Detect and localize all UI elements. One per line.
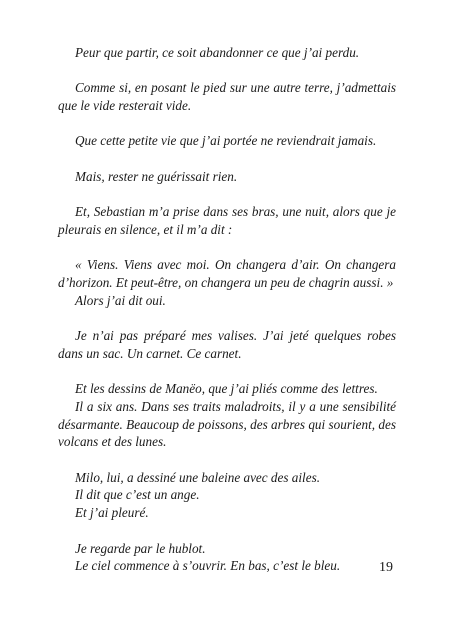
- paragraph: Et j’ai pleuré.: [75, 505, 149, 521]
- paragraph: Mais, rester ne guérissait rien.: [75, 168, 238, 184]
- paragraph: Il dit que c’est un ange.: [75, 487, 200, 503]
- paragraph: Alors j’ai dit oui.: [75, 292, 166, 308]
- paragraph-gap: [58, 451, 396, 469]
- paragraph: Je regarde par le hublot.: [75, 540, 206, 556]
- paragraph: Je n’ai pas préparé mes valises. J’ai jeté quelques robes dans un sac. Un carnet. Ce carnet.: [58, 328, 396, 361]
- paragraph: Que cette petite vie que j’ai portée ne reviendrait jamais.: [75, 133, 377, 149]
- paragraph: Peur que partir, ce soit abandonner ce que j’ai perdu.: [75, 45, 360, 60]
- body-text: [58, 44, 396, 575]
- paragraph: Et, Sebastian m’a prise dans ses bras, une nuit, alors que je pleurais en silence, et il m’a dit :: [58, 204, 396, 237]
- paragraph: « Viens. Viens avec moi. On changera d’air. On changera d’horizon. Et peut-être, on changera un peu de chagrin aussi. »: [58, 257, 396, 291]
- paragraph: Et les dessins de Manëo, que j’ai pliés comme des lettres.: [75, 381, 378, 397]
- paragraph-gap: [58, 186, 396, 204]
- paragraph-gap: [58, 363, 396, 381]
- paragraph: Il a six ans. Dans ses traits maladroits, il y a une sensibilité désarmante. Beaucoup de poissons, des arbres qui sourient, des volcans et des lunes.: [58, 398, 396, 450]
- paragraph-gap: [58, 62, 396, 80]
- paragraph: Milo, lui, a dessiné une baleine avec des ailes.: [75, 469, 321, 485]
- paragraph-gap: [58, 150, 396, 168]
- paragraph: Le ciel commence à s’ouvrir. En bas, c’est le bleu.: [75, 558, 341, 574]
- paragraph-gap: [58, 115, 396, 133]
- paragraph-gap: [58, 522, 396, 540]
- paragraph: Comme si, en posant le pied sur une autre terre, j’admettais que le vide resterait vide.: [58, 80, 396, 114]
- paragraph-gap: [58, 309, 396, 327]
- paragraph-gap: [58, 239, 396, 257]
- page-number: 19: [379, 560, 393, 575]
